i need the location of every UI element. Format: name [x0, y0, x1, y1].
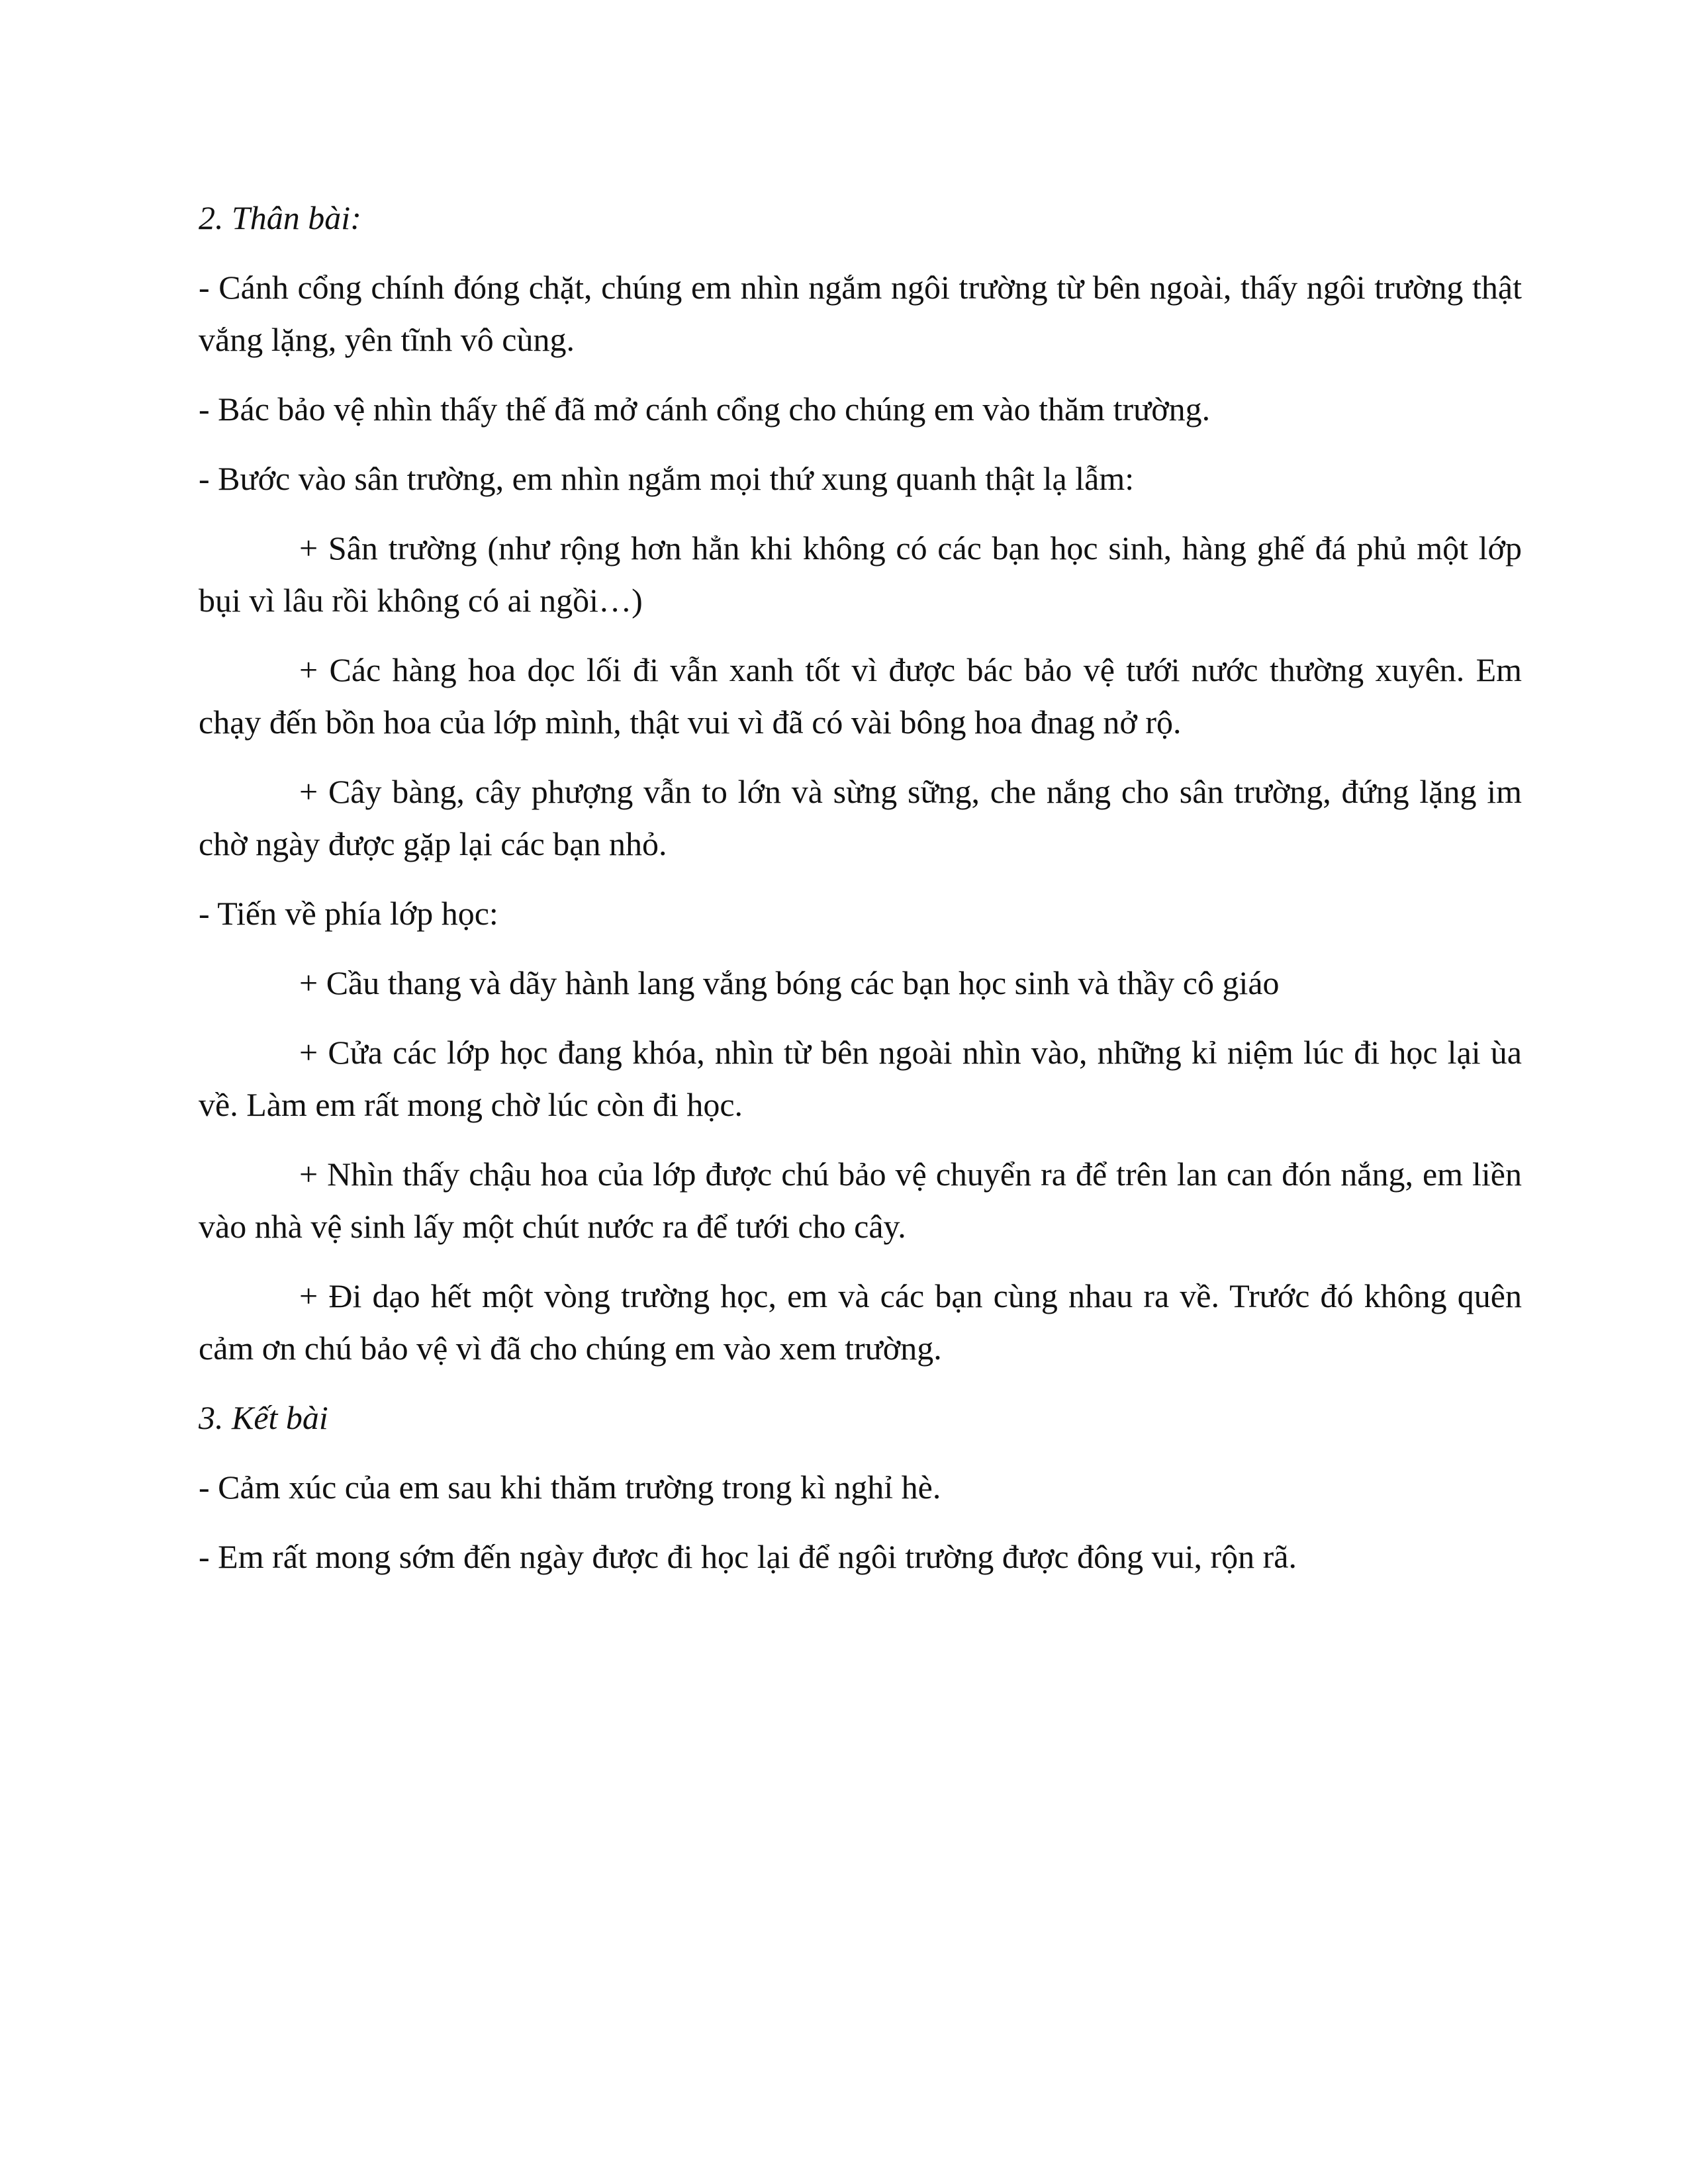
paragraph-guard-opens: - Bác bảo vệ nhìn thấy thế đã mở cánh cổng cho chúng em vào thăm trường.: [199, 390, 1211, 428]
paragraph-hope: - Em rất mong sớm đến ngày được đi học lại để ngôi trường được đông vui, rộn rã.: [199, 1538, 1297, 1575]
paragraph-toward-class: - Tiến về phía lớp học:: [199, 895, 498, 932]
section-heading-than-bai: 2. Thân bài:: [199, 199, 361, 236]
paragraph-classroom-doors: + Cửa các lớp học đang khóa, nhìn từ bên ngoài nhìn vào, những kỉ niệm lúc đi học lại ùa về. Làm em rất mong chờ lúc còn đi học.: [199, 1034, 1522, 1123]
paragraph-flower-pot: + Nhìn thấy chậu hoa của lớp được chú bảo vệ chuyển ra để trên lan can đón nắng, em liền vào nhà vệ sinh lấy một chút nước ra để tưới cho cây.: [199, 1156, 1522, 1245]
paragraph-trees: + Cây bàng, cây phượng vẫn to lớn và sừng sững, che nắng cho sân trường, đứng lặng im chờ ngày được gặp lại các bạn nhỏ.: [199, 773, 1522, 862]
paragraph-gate: - Cánh cổng chính đóng chặt, chúng em nhìn ngắm ngôi trường từ bên ngoài, thấy ngôi trường thật vắng lặng, yên tĩnh vô cùng.: [199, 269, 1522, 358]
paragraph-feelings: - Cảm xúc của em sau khi thăm trường trong kì nghỉ hè.: [199, 1469, 941, 1506]
paragraph-enter-yard: - Bước vào sân trường, em nhìn ngắm mọi thứ xung quanh thật lạ lẫm:: [199, 460, 1135, 497]
section-heading-ket-bai: 3. Kết bài: [199, 1399, 328, 1436]
paragraph-flowers: + Các hàng hoa dọc lối đi vẫn xanh tốt vì được bác bảo vệ tưới nước thường xuyên. Em chạy đến bồn hoa của lớp mình, thật vui vì đã có vài bông hoa đnag nở rộ.: [199, 651, 1522, 741]
paragraph-stairs: + Cầu thang và dãy hành lang vắng bóng các bạn học sinh và thầy cô giáo: [299, 964, 1280, 1001]
paragraph-walk-around: + Đi dạo hết một vòng trường học, em và các bạn cùng nhau ra về. Trước đó không quên cảm ơn chú bảo vệ vì đã cho chúng em vào xem trường.: [199, 1277, 1522, 1367]
document-page: [199, 192, 1522, 1600]
paragraph-schoolyard: + Sân trường (như rộng hơn hẳn khi không có các bạn học sinh, hàng ghế đá phủ một lớp bụi vì lâu rồi không có ai ngồi…): [199, 529, 1522, 619]
